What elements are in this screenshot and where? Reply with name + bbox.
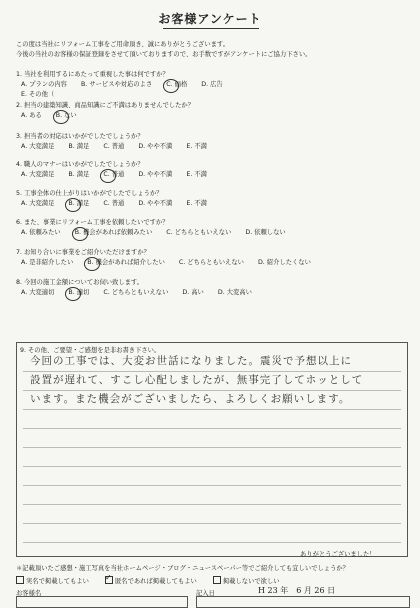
question-text: 4. 職人のマナーはいかがでしたでしょうか？ [16,161,144,168]
answer-option[interactable]: D. 依頼しない [245,229,286,236]
answer-option[interactable]: C. どちらともいえない [166,229,232,236]
answer-option[interactable]: D. 大変高い [217,289,252,296]
answer-option[interactable]: B. 満足 [68,143,90,150]
answer-circle [72,227,88,241]
answer-options [16,288,412,298]
answer-option[interactable]: B. 満足 [68,200,89,207]
answer-option[interactable]: D. やや不満 [138,143,173,150]
answer-option[interactable]: B. 機会があれば紹介したい [87,259,165,266]
publish-option-label: 匿名であれば掲載してもよい [114,578,197,585]
question-text: 7. お知り合いに事業をご紹介いただけますか？ [16,249,150,256]
question-5 [16,189,412,209]
other-option[interactable]: E. その他（ [21,91,55,98]
question-2 [16,101,412,121]
answer-option[interactable]: B. ない [56,112,77,119]
publish-option[interactable] [105,578,197,585]
question-text: 2. 担当の建築知識、商品知識にご不満はありませんでしたか？ [16,102,195,109]
answer-circle [100,169,116,183]
answer-option[interactable]: C. 普通 [103,200,125,207]
handwritten-line: 設置が遅れて、すこし心配しましたが、無事完了してホッとして [30,374,364,386]
publish-option-label: 実名で掲載してもよい [26,578,89,585]
answer-options [16,199,412,209]
page-title: お客様アンケート [158,12,262,26]
answer-options [16,258,412,268]
answer-option[interactable]: C. 普通 [103,143,125,150]
answer-option[interactable]: C. どちらともいえない [178,259,244,266]
publish-question: ＊記載頂いたご感想・施工写真を当社ホームページ・ブログ・ニュースペーパー等でご紹介しても宜しいでしょうか？ [16,565,349,572]
answer-options [16,111,412,121]
answer-option[interactable]: A. 大変満足 [21,171,55,178]
answer-circle [53,110,69,124]
handwritten-line: います。また機会がございましたら、よろしくお願いします。 [30,393,351,405]
answer-option[interactable]: D. 紹介したくない [257,259,311,266]
answer-option[interactable]: B. 満足 [68,171,90,178]
answer-option[interactable]: B. 機会があれば依頼みたい [75,229,153,236]
ruled-line [23,466,401,467]
answer-option[interactable]: C. どちらともいえない [103,289,169,296]
answer-option[interactable]: A. プランの内容 [21,81,67,88]
question-text: 5. 工事全体の仕上がりはいかがでしたでしょうか？ [16,190,163,197]
ruled-line [23,542,401,543]
question-4 [16,160,412,180]
answer-option[interactable]: E. 不満 [186,143,207,150]
answer-option[interactable]: B. サービスや対応のよさ [80,81,153,88]
handwritten-line: 今回の工事では、大変お世話になりました。震災で予想以上に [30,355,352,367]
answer-option[interactable]: A. 大変満足 [21,143,55,150]
question-1 [16,70,412,100]
answer-circle [65,287,81,301]
intro-line: 今後の当社のお客様の保証登録をさせて頂いておりますので、お手数ですがアンケートにご協力下さい。 [16,51,312,58]
ruled-line [23,523,401,524]
intro-line: この度は当社にリフォーム工事をご用命頂き、誠にありがとうございます。 [16,41,230,48]
ruled-line [23,504,401,505]
publish-options [16,576,294,585]
answer-option[interactable]: A. ある [21,112,42,119]
question-7 [16,248,412,268]
name-label: お客様名 [16,590,42,597]
date-field[interactable] [196,596,410,608]
answer-option[interactable]: E. 不満 [186,200,207,207]
answer-option[interactable]: B. 適切 [68,289,89,296]
answer-circle [65,198,81,212]
answer-option[interactable]: D. やや不満 [138,200,173,207]
date-label: 記入日 [196,590,215,597]
answer-options [16,142,412,152]
checkbox-checked[interactable] [105,576,113,584]
answer-option[interactable]: A. 大変適切 [21,289,55,296]
question-text: 6. また、事業にリフォーム工事を依頼したいですか？ [16,219,169,226]
thanks-text: ありがとうございました！ [300,551,376,558]
answer-option[interactable]: D. 広告 [201,81,223,88]
name-field[interactable] [16,596,188,608]
title-underline [163,28,259,29]
publish-option[interactable] [213,578,280,585]
question-3 [16,132,412,152]
answer-option[interactable]: D. 高い [182,289,204,296]
q9-label: 9. その他、ご要望・ご感想を是非お書き下さい。 [20,347,161,354]
publish-option[interactable] [16,578,89,585]
ruled-line [23,428,401,429]
date-value: H 23 年 6 月 26 日 [258,586,336,595]
answer-option[interactable]: E. 不満 [186,171,207,178]
publish-option-label: 掲載しないで欲しい [222,578,280,585]
answer-circle [84,257,100,271]
ruled-line [23,485,401,486]
question-text: 1. 当社を利用するにあたって重視した事は何ですか？ [16,71,169,78]
checkbox[interactable] [213,576,221,584]
intro-text [16,40,412,60]
answer-option[interactable]: C. 価格 [166,81,187,88]
answer-option[interactable]: A. 依頼みたい [21,229,61,236]
answer-option[interactable]: A. 大変満足 [21,200,55,207]
checkbox[interactable] [16,576,24,584]
answer-options [16,170,412,180]
answer-option[interactable]: D. やや不満 [138,171,173,178]
ruled-line [23,409,401,410]
answer-options [16,228,412,238]
question-8 [16,278,412,298]
question-6 [16,218,412,238]
answer-option[interactable]: C. 普通 [103,171,124,178]
question-text: 8. 今回の施工金額についてお伺い致します。 [16,279,144,286]
question-text: 3. 担当者の対応はいかがでしたでしょうか？ [16,133,144,140]
answer-options [16,80,412,90]
answer-option[interactable]: A. 是非紹介したい [21,259,74,266]
ruled-line [23,447,401,448]
